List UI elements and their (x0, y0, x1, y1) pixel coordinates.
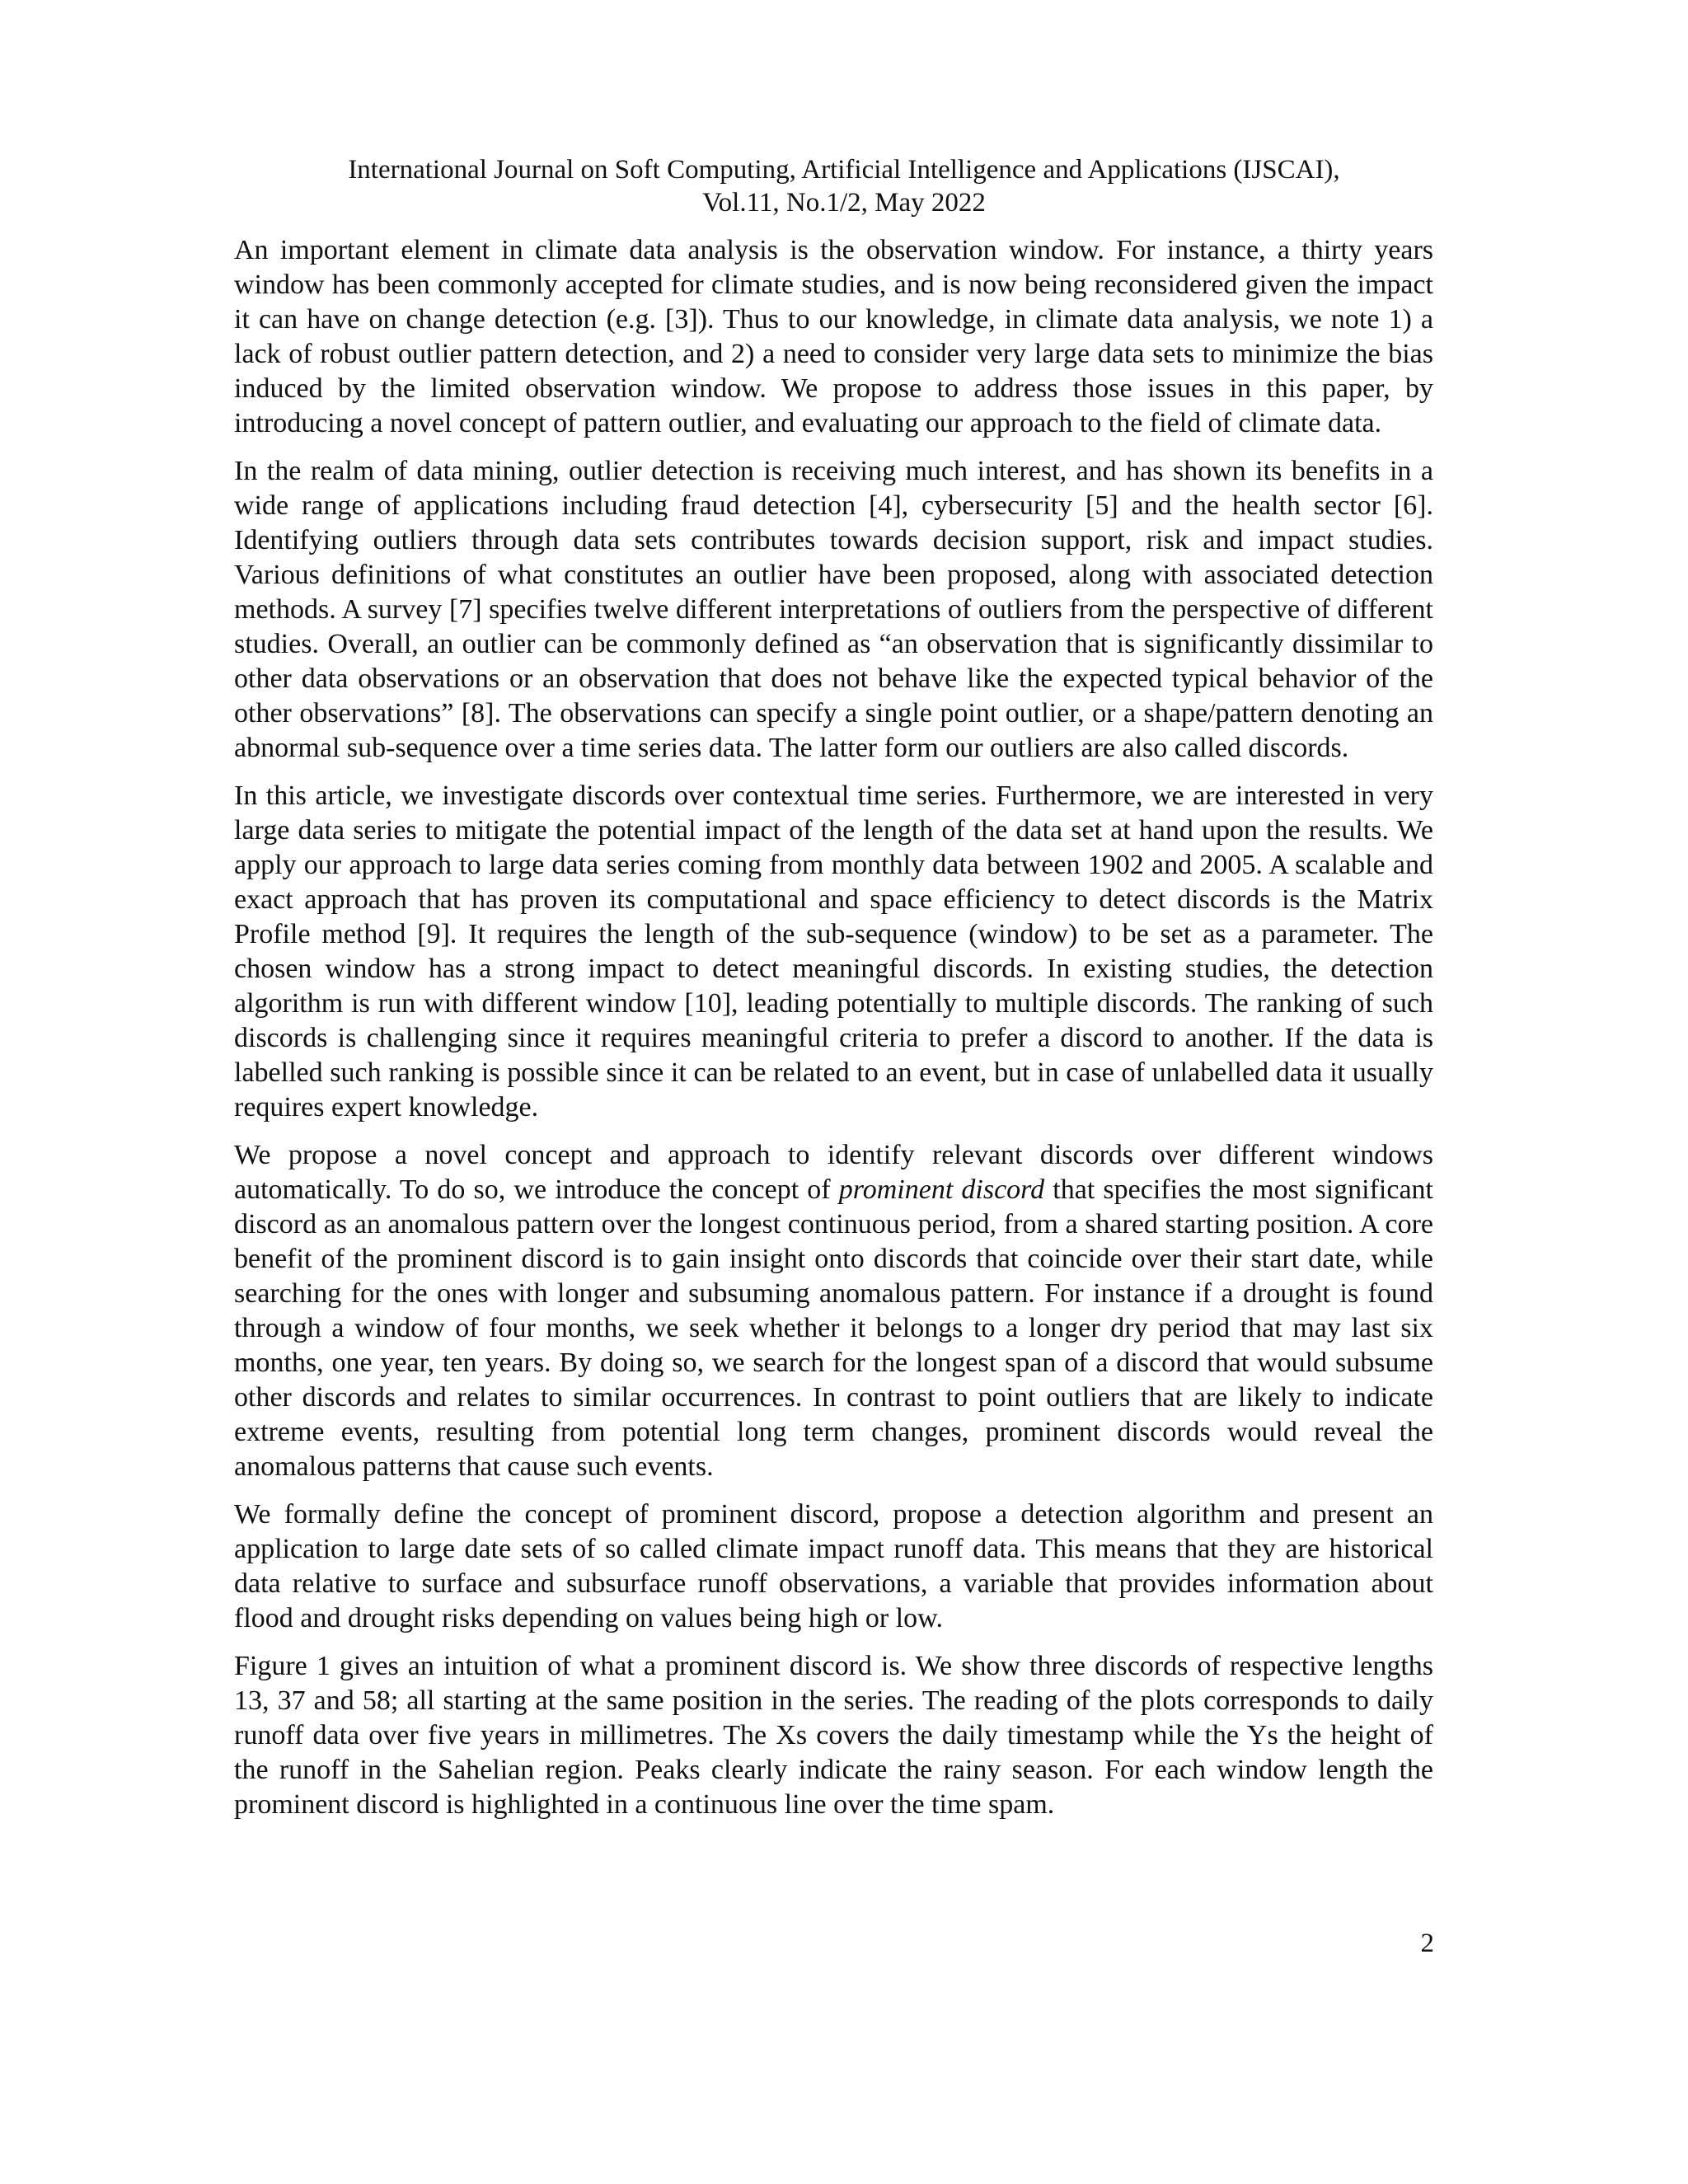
paragraph-outlier-detection: In the realm of data mining, outlier detection is receiving much interest, and has shown its benefits in a wide range of applications including fraud detection [4], cybersecurity [5] and the health sector [6]. Identifying outliers through data sets contributes towards decision support, risk and impact studies. Various definitions of what constitutes an outlier have been proposed, along with associated detection methods. A survey [7] specifies twelve different interpretations of outliers from the perspective of different studies. Overall, an outlier can be commonly defined as “an observation that is significantly dissimilar to other data observations or an observation that does not behave like the expected typical behavior of the other observations” [8]. The observations can specify a single point outlier, or a shape/pattern denoting an abnormal sub-sequence over a time series data. The latter form our outliers are also called discords. (234, 456, 1433, 763)
paragraph-discords: In this article, we investigate discords over contextual time series. Furthermore, we are interested in very large data series to mitigate the potential impact of the length of the data set at hand upon the results. We apply our approach to large data series coming from monthly data between 1902 and 2005. A scalable and exact approach that has proven its computational and space efficiency to detect discords is the Matrix Profile method [9]. It requires the length of the sub-sequence (window) to be set as a parameter. The chosen window has a strong impact to detect meaningful discords. In existing studies, the detection algorithm is run with different window [10], leading potentially to multiple discords. The ranking of such discords is challenging since it requires meaningful criteria to prefer a discord to another. If the data is labelled such ranking is possible since it can be related to an event, but in case of unlabelled data it usually requires expert knowledge. (234, 780, 1433, 1122)
paragraph-prominent-discord (234, 1138, 1433, 1484)
paragraph-observation-window: An important element in climate data analysis is the observation window. For instance, a thirty years window has been commonly accepted for climate studies, and is now being reconsidered given the impact it can have on change detection (e.g. [3]). Thus to our knowledge, in climate data analysis, we note 1) a lack of robust outlier pattern detection, and 2) a need to consider very large data sets to minimize the bias induced by the limited observation window. We propose to address those issues in this paper, by introducing a novel concept of pattern outlier, and evaluating our approach to the field of climate data. (234, 235, 1433, 438)
paragraph-text: that specifies the most significant discord as an anomalous pattern over the longest continuous period, from a shared starting position. A core benefit of the prominent discord is to gain insight onto discords that coincide over their start date, while searching for the ones with longer and subsuming anomalous pattern. For instance if a drought is found through a window of four months, we seek whether it belongs to a longer dry period that may last six months, one year, ten years. By doing so, we search for the longest span of a discord that would subsume other discords and relates to similar occurrences. In contrast to point outliers that are likely to indicate extreme events, resulting from potential long term changes, prominent discords would reveal the anomalous patterns that cause such events. (234, 1174, 1433, 1482)
page-number: 2 (1420, 1929, 1434, 1958)
journal-title: International Journal on Soft Computing, Artificial Intelligence and Applications (IJSCAI), (348, 155, 1340, 185)
prominent-discord-term: prominent discord (838, 1174, 1045, 1205)
paragraph-runoff-data: We formally define the concept of prominent discord, propose a detection algorithm and present an application to large date sets of so called climate impact runoff data. This means that they are historical data relative to surface and subsurface runoff observations, a variable that provides information about flood and drought risks depending on values being high or low. (234, 1499, 1433, 1633)
paragraph-text: We propose a novel concept and approach to identify relevant discords over different windows automatically. To do so, we introduce the concept of (234, 1140, 1433, 1205)
journal-volume: Vol.11, No.1/2, May 2022 (702, 188, 986, 218)
paragraph-figure-intro: Figure 1 gives an intuition of what a prominent discord is. We show three discords of respective lengths 13, 37 and 58; all starting at the same position in the series. The reading of the plots corresponds to daily runoff data over five years in millimetres. The Xs covers the daily timestamp while the Ys the height of the runoff in the Sahelian region. Peaks clearly indicate the rainy season. For each window length the prominent discord is highlighted in a continuous line over the time spam. (234, 1651, 1433, 1820)
journal-header (0, 153, 1688, 219)
article-body (234, 233, 1433, 1835)
